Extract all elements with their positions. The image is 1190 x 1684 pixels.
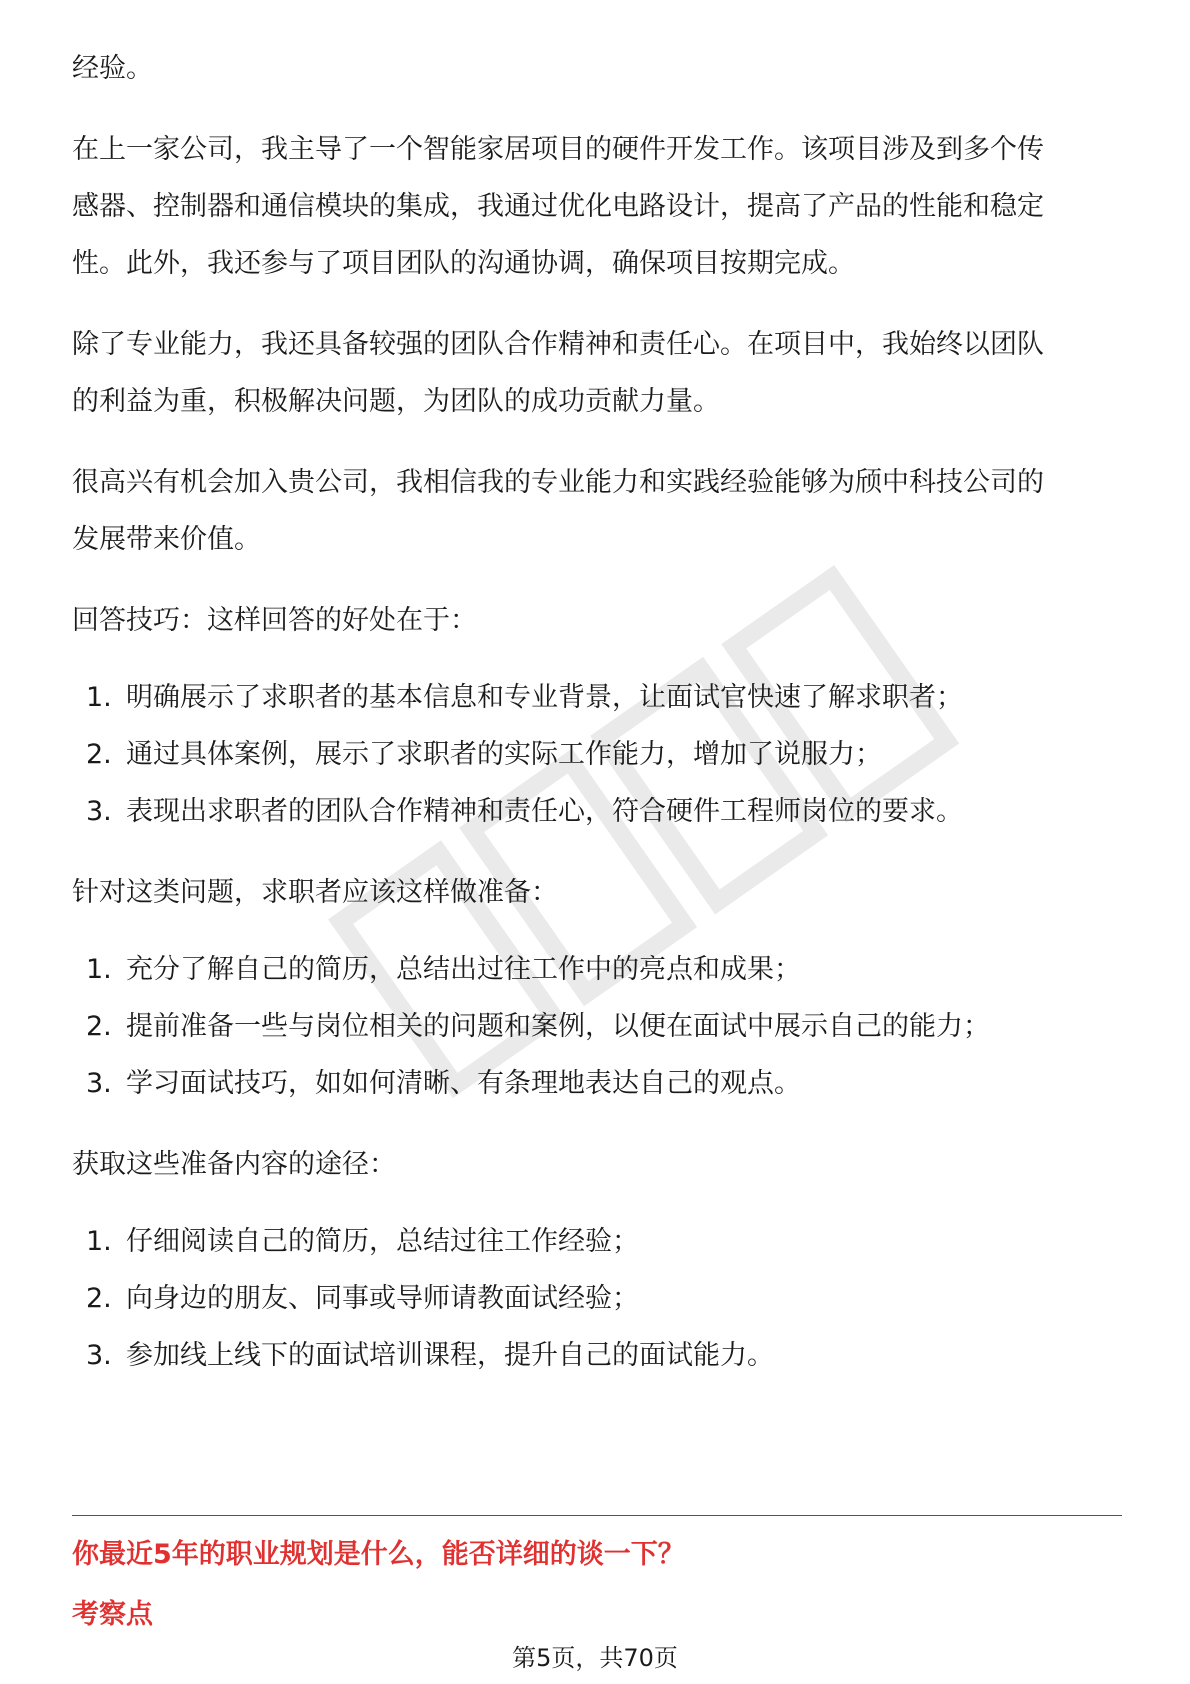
paragraph-line: 的利益为重，积极解决问题，为团队的成功贡献力量。 [72, 386, 720, 417]
page-footer: 第5页，共70页 [512, 1644, 678, 1672]
paragraph-line: 除了专业能力，我还具备较强的团队合作精神和责任心。在项目中，我始终以团队 [72, 329, 1044, 360]
paragraph-line: 很高兴有机会加入贵公司，我相信我的专业能力和实践经验能够为颀中科技公司的 [72, 467, 1044, 498]
list-item: 1. 充分了解自己的简历，总结出过往工作中的亮点和成果； [86, 954, 801, 985]
paragraph-continuation: 经验。 [72, 53, 153, 84]
list-item: 3. 参加线上线下的面试培训课程，提升自己的面试能力。 [86, 1340, 774, 1371]
paragraph-line: 发展带来价值。 [72, 524, 261, 555]
tips-heading: 回答技巧：这样回答的好处在于： [72, 605, 477, 636]
content-flow [72, 40, 1122, 1384]
list-item: 1. 仔细阅读自己的简历，总结过往工作经验； [86, 1226, 639, 1257]
list-item: 3. 学习面试技巧，如如何清晰、有条理地表达自己的观点。 [86, 1068, 801, 1099]
sources-list [72, 1213, 1122, 1384]
list-item: 1. 明确展示了求职者的基本信息和专业背景，让面试官快速了解求职者； [86, 682, 963, 713]
section-divider [72, 1515, 1122, 1516]
question-heading: 你最近5年的职业规划是什么，能否详细的谈一下？ [72, 1539, 685, 1570]
list-item: 2. 向身边的朋友、同事或导师请教面试经验； [86, 1283, 639, 1314]
paragraph-line: 感器、控制器和通信模块的集成，我通过优化电路设计，提高了产品的性能和稳定 [72, 191, 1044, 222]
list-item: 2. 提前准备一些与岗位相关的问题和案例，以便在面试中展示自己的能力； [86, 1011, 990, 1042]
prepare-list [72, 941, 1122, 1112]
section-label: 考察点 [72, 1599, 153, 1630]
tips-list [72, 669, 1122, 840]
sources-heading: 获取这些准备内容的途径： [72, 1149, 396, 1180]
list-item: 2. 通过具体案例，展示了求职者的实际工作能力，增加了说服力； [86, 739, 882, 770]
list-item: 3. 表现出求职者的团队合作精神和责任心，符合硬件工程师岗位的要求。 [86, 796, 963, 827]
paragraph-line: 在上一家公司，我主导了一个智能家居项目的硬件开发工作。该项目涉及到多个传 [72, 134, 1044, 165]
paragraph-line: 性。此外，我还参与了项目团队的沟通协调，确保项目按期完成。 [72, 248, 855, 279]
prepare-heading: 针对这类问题，求职者应该这样做准备： [72, 877, 558, 908]
